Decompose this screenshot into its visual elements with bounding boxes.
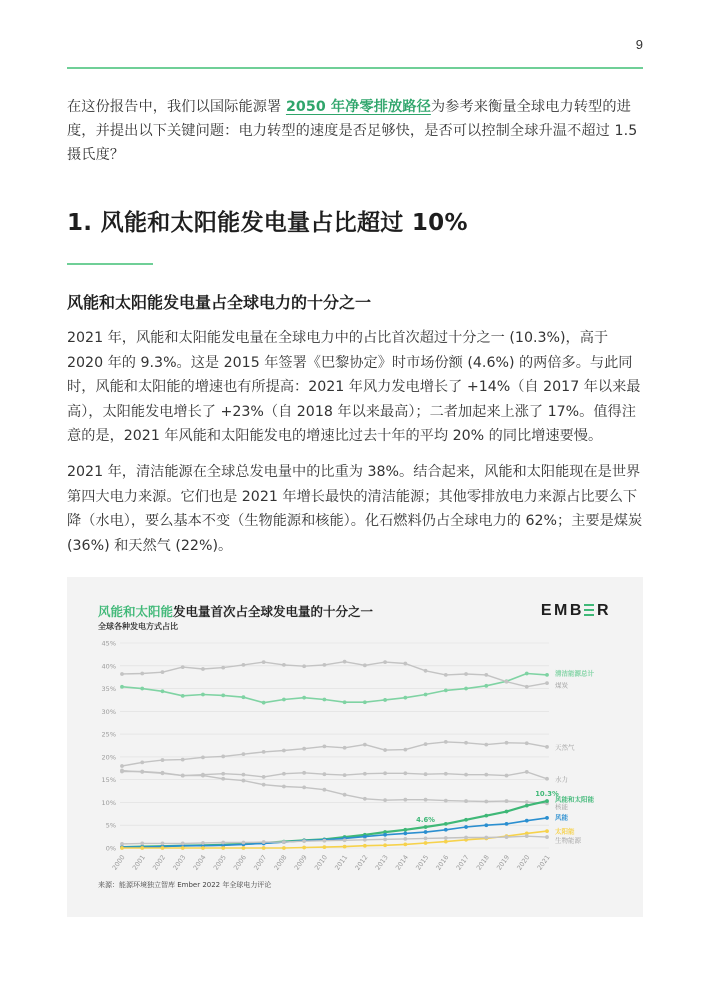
data-point: [363, 772, 367, 776]
data-point: [140, 687, 144, 691]
y-tick-label: 20%: [101, 753, 116, 762]
data-point: [282, 749, 286, 753]
x-tick-label: 2021: [535, 853, 552, 872]
data-point: [161, 758, 165, 762]
data-point: [545, 829, 549, 833]
y-tick-label: 15%: [101, 776, 116, 785]
data-point: [363, 838, 367, 842]
data-point: [242, 779, 246, 783]
series-line: [122, 674, 547, 703]
series-line: [122, 772, 547, 804]
data-point: [363, 663, 367, 667]
series-label: 核能: [555, 802, 568, 811]
data-point: [403, 828, 407, 832]
y-tick-label: 5%: [105, 821, 116, 830]
data-point: [120, 846, 124, 850]
data-point: [161, 842, 165, 846]
data-point: [302, 839, 306, 843]
data-point: [505, 810, 509, 814]
x-tick-label: 2003: [171, 853, 188, 872]
data-point: [383, 843, 387, 847]
data-point: [181, 694, 185, 698]
chart-title-rest: 发电量首次占全球发电量的十分之一: [173, 604, 374, 619]
y-tick-label: 30%: [101, 707, 116, 716]
data-point: [322, 663, 326, 667]
data-point: [161, 689, 165, 693]
data-point: [464, 818, 468, 822]
data-point: [302, 747, 306, 751]
x-tick-label: 2006: [232, 853, 249, 872]
series-label: 天然气: [555, 743, 575, 752]
data-point: [161, 846, 165, 850]
ember-logo-e-icon: [584, 604, 594, 616]
data-point: [444, 673, 448, 677]
data-point: [545, 673, 549, 677]
section-heading: 1. 风能和太阳能发电量占比超过 10%: [67, 210, 468, 236]
data-point: [464, 741, 468, 745]
x-tick-label: 2014: [393, 853, 410, 872]
data-point: [282, 785, 286, 789]
ember-logo: EMB R: [540, 602, 611, 619]
series-line: [122, 662, 547, 687]
data-point: [242, 841, 246, 845]
data-point: [525, 741, 529, 745]
data-point: [464, 799, 468, 803]
chart-title-highlight: 风能和太阳能: [98, 604, 174, 619]
intro-text-before: 在这份报告中，我们以国际能源署: [67, 99, 286, 115]
data-point: [242, 773, 246, 777]
data-point: [424, 772, 428, 776]
data-point: [424, 841, 428, 845]
data-point: [242, 663, 246, 667]
data-point: [464, 773, 468, 777]
data-point: [140, 672, 144, 676]
data-point: [545, 681, 549, 685]
data-point: [444, 688, 448, 692]
data-point: [363, 844, 367, 848]
data-point: [140, 760, 144, 764]
data-point: [282, 840, 286, 844]
x-tick-label: 2013: [373, 853, 390, 872]
data-point: [282, 846, 286, 850]
x-tick-label: 2004: [191, 853, 208, 872]
data-point: [221, 777, 225, 781]
data-point: [484, 814, 488, 818]
x-tick-label: 2012: [353, 853, 370, 872]
data-point: [525, 685, 529, 689]
x-tick-label: 2001: [130, 853, 147, 872]
data-point: [343, 793, 347, 797]
x-tick-label: 2007: [252, 853, 269, 872]
intro-paragraph: [67, 95, 645, 167]
data-point: [302, 664, 306, 668]
data-point: [424, 837, 428, 841]
data-point: [343, 838, 347, 842]
x-tick-label: 2015: [414, 853, 431, 872]
data-point: [444, 828, 448, 832]
series-label: 生物能源: [555, 836, 581, 845]
data-point: [262, 783, 266, 787]
data-point: [484, 743, 488, 747]
data-point: [322, 839, 326, 843]
subsection-heading: 风能和太阳能发电量占全球电力的十分之一: [67, 293, 372, 312]
data-point: [383, 698, 387, 702]
data-point: [201, 841, 205, 845]
data-point: [322, 745, 326, 749]
data-point: [181, 774, 185, 778]
data-point: [120, 685, 124, 689]
data-point: [383, 833, 387, 837]
data-point: [403, 837, 407, 841]
y-tick-label: 0%: [105, 844, 116, 853]
data-point: [201, 693, 205, 697]
series-label: 风能: [555, 813, 568, 822]
x-tick-label: 2002: [151, 853, 168, 872]
iea-net-zero-link[interactable]: 2050 年净零排放路径: [285, 99, 431, 115]
data-point: [140, 842, 144, 846]
data-point: [464, 825, 468, 829]
data-point: [221, 666, 225, 670]
header-divider: [67, 67, 643, 69]
data-point: [343, 700, 347, 704]
data-point: [343, 845, 347, 849]
y-tick-label: 40%: [101, 662, 116, 671]
intro-text-after: 为参考来衡量全球电力转型的进度，并提出以下关键问题：电力转型的速度是否足够快，是否可以控制全球升温不超过 1.5 摄氏度？: [67, 99, 638, 163]
data-point: [181, 758, 185, 762]
data-point: [120, 764, 124, 768]
data-point: [424, 742, 428, 746]
data-point: [505, 680, 509, 684]
chart-title: [98, 602, 373, 620]
data-point: [322, 698, 326, 702]
data-point: [525, 819, 529, 823]
data-point: [383, 660, 387, 664]
series-line: [122, 771, 547, 779]
data-point: [302, 696, 306, 700]
data-point: [282, 698, 286, 702]
data-point: [242, 695, 246, 699]
x-tick-label: 2011: [333, 853, 350, 872]
data-point: [484, 823, 488, 827]
data-point: [464, 836, 468, 840]
data-point: [403, 748, 407, 752]
data-point: [302, 771, 306, 775]
data-point: [262, 775, 266, 779]
data-point: [181, 842, 185, 846]
data-point: [403, 696, 407, 700]
y-tick-label: 10%: [101, 798, 116, 807]
data-point: [161, 670, 165, 674]
data-point: [403, 662, 407, 666]
data-point: [181, 665, 185, 669]
series-label: 清洁能源总计: [555, 669, 594, 678]
x-tick-label: 2009: [292, 853, 309, 872]
data-point: [424, 825, 428, 829]
data-point: [161, 771, 165, 775]
data-point: [403, 842, 407, 846]
data-point: [262, 660, 266, 664]
data-point: [444, 772, 448, 776]
data-point: [545, 745, 549, 749]
data-point: [181, 846, 185, 850]
data-point: [545, 799, 549, 803]
heading-underline: [67, 263, 153, 265]
series-label: 水力: [555, 775, 568, 784]
x-tick-label: 2010: [312, 853, 330, 872]
data-point: [201, 755, 205, 759]
data-point: [221, 846, 225, 850]
data-point: [383, 798, 387, 802]
chart-source: 来源：能源环境独立智库 Ember 2022 年全球电力评论: [98, 881, 272, 889]
data-point: [444, 740, 448, 744]
data-point: [444, 799, 448, 803]
data-point: [282, 772, 286, 776]
data-point: [363, 743, 367, 747]
data-point: [302, 846, 306, 850]
data-point: [484, 773, 488, 777]
data-point: [545, 816, 549, 820]
data-point: [322, 845, 326, 849]
series-label: 煤炭: [555, 681, 568, 690]
data-point: [120, 770, 124, 774]
data-point: [484, 684, 488, 688]
data-point: [424, 830, 428, 834]
data-point: [464, 672, 468, 676]
data-point: [221, 841, 225, 845]
data-point: [444, 822, 448, 826]
data-point: [403, 832, 407, 836]
data-point: [424, 669, 428, 673]
data-point: [383, 771, 387, 775]
data-point: [403, 798, 407, 802]
data-point: [221, 755, 225, 759]
data-point: [525, 834, 529, 838]
data-point: [262, 750, 266, 754]
data-point: [484, 673, 488, 677]
x-tick-label: 2019: [495, 853, 512, 872]
data-point: [525, 672, 529, 676]
data-point: [464, 687, 468, 691]
data-point: [484, 800, 488, 804]
data-point: [120, 672, 124, 676]
data-point: [505, 822, 509, 826]
x-tick-label: 2016: [434, 853, 451, 872]
chart-subtitle: 全球各种发电方式占比: [98, 622, 178, 631]
data-point: [322, 788, 326, 792]
x-tick-label: 2020: [515, 853, 532, 872]
data-point: [505, 741, 509, 745]
x-tick-label: 2008: [272, 853, 289, 872]
data-point: [383, 748, 387, 752]
data-point: [120, 842, 124, 846]
data-point: [505, 799, 509, 803]
data-point: [221, 772, 225, 776]
data-point: [505, 774, 509, 778]
data-point: [201, 774, 205, 778]
x-tick-label: 2005: [211, 853, 228, 872]
data-point: [444, 836, 448, 840]
data-point: [221, 693, 225, 697]
data-point: [383, 837, 387, 841]
x-tick-label: 2017: [454, 853, 471, 872]
data-annotation: 4.6%: [416, 816, 436, 825]
data-point: [201, 667, 205, 671]
series-line: [122, 742, 547, 766]
data-point: [262, 846, 266, 850]
chart-panel: [67, 577, 643, 917]
data-point: [302, 786, 306, 790]
data-point: [343, 773, 347, 777]
x-tick-label: 2018: [474, 853, 491, 872]
data-point: [140, 770, 144, 774]
data-point: [525, 770, 529, 774]
page-number: 9: [635, 37, 643, 52]
data-point: [444, 840, 448, 844]
data-point: [424, 798, 428, 802]
y-tick-label: 45%: [101, 639, 116, 648]
data-point: [363, 700, 367, 704]
x-tick-label: 2000: [110, 853, 127, 872]
data-point: [484, 836, 488, 840]
data-point: [282, 663, 286, 667]
data-point: [545, 835, 549, 839]
series-label: 风能和太阳能: [555, 795, 594, 804]
data-point: [343, 660, 347, 664]
data-point: [242, 752, 246, 756]
data-point: [363, 797, 367, 801]
data-point: [525, 804, 529, 808]
y-tick-label: 35%: [101, 685, 116, 694]
data-point: [242, 846, 246, 850]
data-point: [424, 693, 428, 697]
data-point: [262, 840, 266, 844]
data-point: [505, 835, 509, 839]
body-paragraph-1: 2021 年，风能和太阳能发电量在全球电力中的占比首次超过十分之一 (10.3%)，高于 2020 年的 9.3%。这是 2015 年签署《巴黎协定》时市场份额 (4.6%) 的两倍多。与此同时，风能和太阳能的增速也有所提高：2021 年风力发电增长了 +14%（自 2017 年以来最高），太阳能发电增长了 +23%（自 2018 年以来最高）；二者加起来上涨了 17%。值得注意的是，2021 年风能和太阳能发电的增速比过去十年的平均 20% 的同比增速要慢。: [67, 330, 641, 444]
y-tick-label: 25%: [101, 730, 116, 739]
data-point: [343, 746, 347, 750]
series-label: 太阳能: [555, 827, 575, 836]
data-point: [201, 846, 205, 850]
body-paragraph-2: 2021 年，清洁能源在全球总发电量中的比重为 38%。结合起来，风能和太阳能现在是世界第四大电力来源。它们也是 2021 年增长最快的清洁能源；其他零排放电力来源占比要么下降（水电），要么基本不变（生物能源和核能）。化石燃料仍占全球电力的 62%；主要是煤炭 (36%) 和天然气 (22%)。: [67, 464, 643, 554]
data-point: [140, 846, 144, 850]
data-point: [322, 772, 326, 776]
data-point: [262, 701, 266, 705]
data-annotation: 10.3%: [535, 790, 559, 799]
data-point: [525, 800, 529, 804]
data-point: [545, 777, 549, 781]
data-point: [403, 771, 407, 775]
